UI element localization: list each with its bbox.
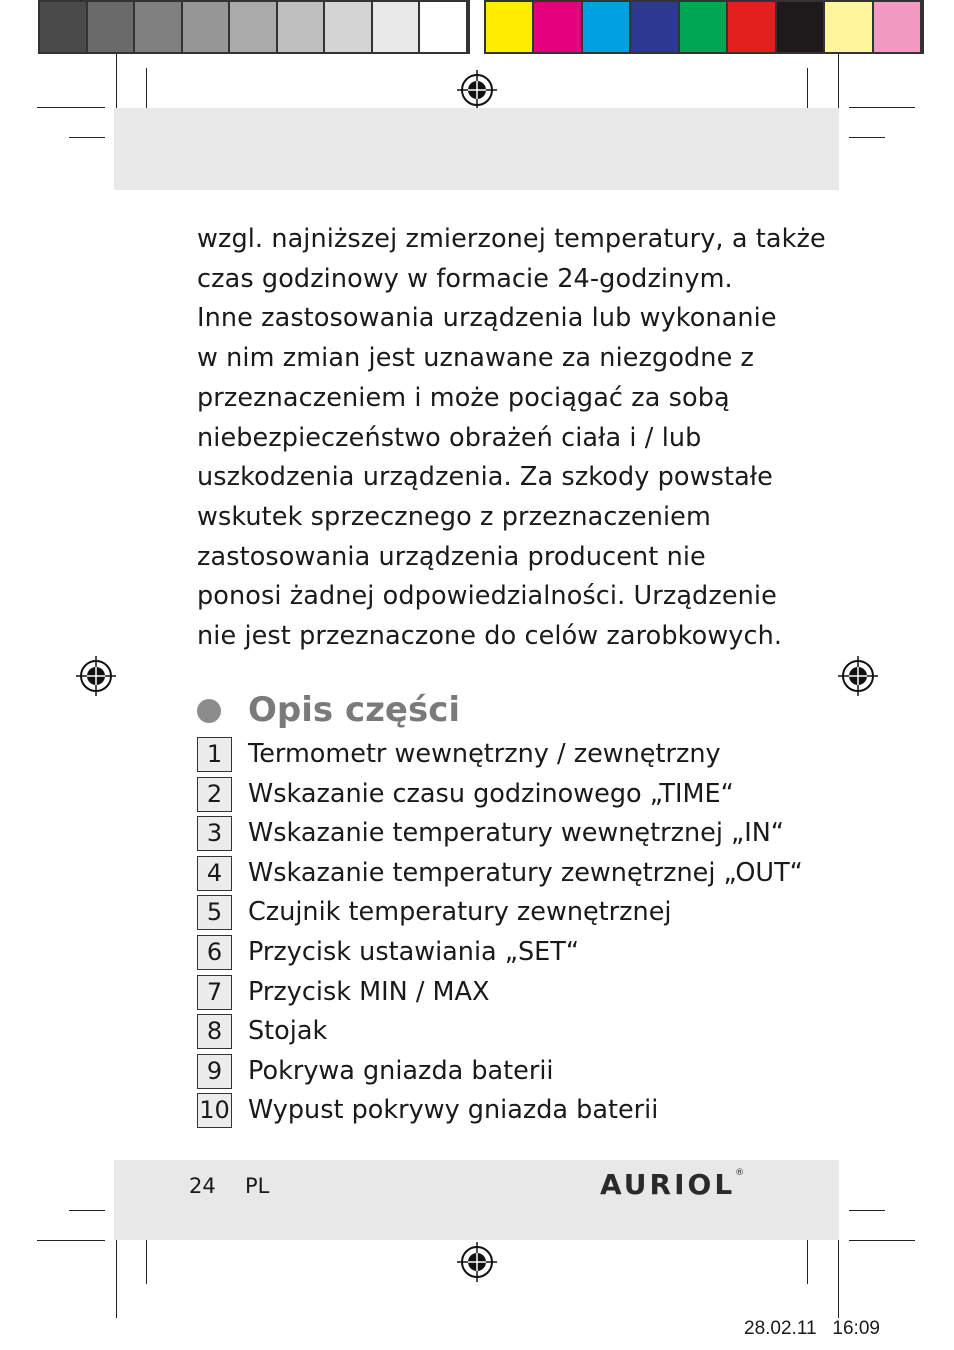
- registration-mark-icon: [457, 70, 497, 110]
- color-swatch: [420, 2, 466, 52]
- color-swatch: [728, 2, 774, 52]
- header-band: [114, 108, 839, 190]
- list-item: [197, 735, 817, 775]
- list-item: [197, 893, 817, 933]
- crop-mark: [116, 1232, 117, 1318]
- part-number: 1: [197, 737, 232, 772]
- crop-mark: [849, 137, 885, 138]
- part-number: 7: [197, 975, 232, 1010]
- part-label: Wypust pokrywy gniazda baterii: [248, 1095, 659, 1126]
- crop-mark: [849, 1240, 915, 1241]
- part-label: Stojak: [248, 1016, 328, 1047]
- body-line: niebezpieczeństwo obrażeń ciała i / lub: [197, 422, 702, 453]
- body-line: uszkodzenia urządzenia. Za szkody powstałe: [197, 462, 773, 493]
- list-item: [197, 1091, 817, 1131]
- part-number: 9: [197, 1054, 232, 1089]
- part-label: Przycisk MIN / MAX: [248, 976, 490, 1007]
- crop-mark: [69, 1210, 105, 1211]
- color-swatch: [777, 2, 823, 52]
- brand-logo: [600, 1168, 744, 1201]
- color-swatch: [874, 2, 920, 52]
- color-swatch: [88, 2, 134, 52]
- parts-list: [197, 735, 817, 1131]
- crop-mark: [849, 107, 915, 108]
- print-timestamp: [744, 1318, 880, 1340]
- list-item: [197, 775, 817, 815]
- print-date: 28.02.11: [744, 1318, 817, 1339]
- registration-mark-icon: [838, 656, 878, 696]
- part-label: Przycisk ustawiania „SET“: [248, 936, 580, 967]
- registration-mark-icon: [76, 656, 116, 696]
- crop-mark: [69, 137, 105, 138]
- body-line: przeznaczeniem i może pociągać za sobą: [197, 382, 730, 413]
- body-line: ponosi żadnej odpowiedzialności. Urządzenie: [197, 581, 777, 612]
- list-item: [197, 933, 817, 973]
- body-line: wzgl. najniższej zmierzonej temperatury, a także: [197, 224, 826, 254]
- crop-mark: [116, 54, 117, 116]
- body-line: zastosowania urządzenia producent nie: [197, 541, 706, 572]
- part-label: Wskazanie temperatury zewnętrznej „OUT“: [248, 857, 803, 888]
- color-swatch: [230, 2, 276, 52]
- crop-mark: [838, 1232, 839, 1318]
- color-calibration-bar: [38, 0, 918, 54]
- color-swatch: [534, 2, 580, 52]
- crop-mark: [37, 107, 105, 108]
- color-swatch: [680, 2, 726, 52]
- body-line: Inne zastosowania urządzenia lub wykonanie: [197, 303, 777, 334]
- body-line: wskutek sprzecznego z przeznaczeniem: [197, 501, 711, 532]
- color-swatch: [40, 2, 86, 52]
- body-line: czas godzinowy w formacie 24-godzinym.: [197, 263, 733, 294]
- crop-mark: [37, 1240, 105, 1241]
- section-bullet-icon: [197, 699, 221, 723]
- color-swatch: [135, 2, 181, 52]
- part-number: 6: [197, 935, 232, 970]
- body-line: w nim zmian jest uznawane za niezgodne z: [197, 343, 755, 374]
- part-number: 5: [197, 895, 232, 930]
- color-swatch: [183, 2, 229, 52]
- part-number: 10: [197, 1093, 232, 1128]
- section-title: Opis części: [248, 690, 461, 730]
- page-number: 24: [189, 1174, 216, 1198]
- part-number: 4: [197, 856, 232, 891]
- list-item: [197, 854, 817, 894]
- part-number: 2: [197, 777, 232, 812]
- color-swatch: [825, 2, 871, 52]
- list-item: [197, 1012, 817, 1052]
- color-swatch: [278, 2, 324, 52]
- body-paragraph: [197, 220, 826, 657]
- list-item: [197, 1052, 817, 1092]
- color-swatch: [325, 2, 371, 52]
- part-label: Pokrywa gniazda baterii: [248, 1055, 554, 1086]
- part-number: 8: [197, 1014, 232, 1049]
- list-item: [197, 973, 817, 1013]
- registered-mark: ®: [735, 1168, 745, 1178]
- color-swatch: [631, 2, 677, 52]
- crop-mark: [838, 54, 839, 116]
- list-item: [197, 814, 817, 854]
- part-number: 3: [197, 816, 232, 851]
- part-label: Wskazanie czasu godzinowego „TIME“: [248, 778, 734, 809]
- gray-scale-strip: [38, 0, 470, 54]
- body-line: nie jest przeznaczone do celów zarobkowych.: [197, 621, 783, 652]
- color-swatch: [583, 2, 629, 52]
- language-code: PL: [245, 1174, 270, 1198]
- crop-mark: [849, 1210, 885, 1211]
- color-swatch: [486, 2, 532, 52]
- color-swatch: [373, 2, 419, 52]
- registration-mark-icon: [457, 1242, 497, 1282]
- part-label: Wskazanie temperatury wewnętrznej „IN“: [248, 818, 785, 849]
- brand-name: AURIOL: [600, 1168, 736, 1201]
- print-time: 16:09: [832, 1318, 880, 1339]
- part-label: Termometr wewnętrzny / zewnętrzny: [248, 739, 721, 769]
- part-label: Czujnik temperatury zewnętrznej: [248, 897, 672, 928]
- process-color-strip: [484, 0, 924, 54]
